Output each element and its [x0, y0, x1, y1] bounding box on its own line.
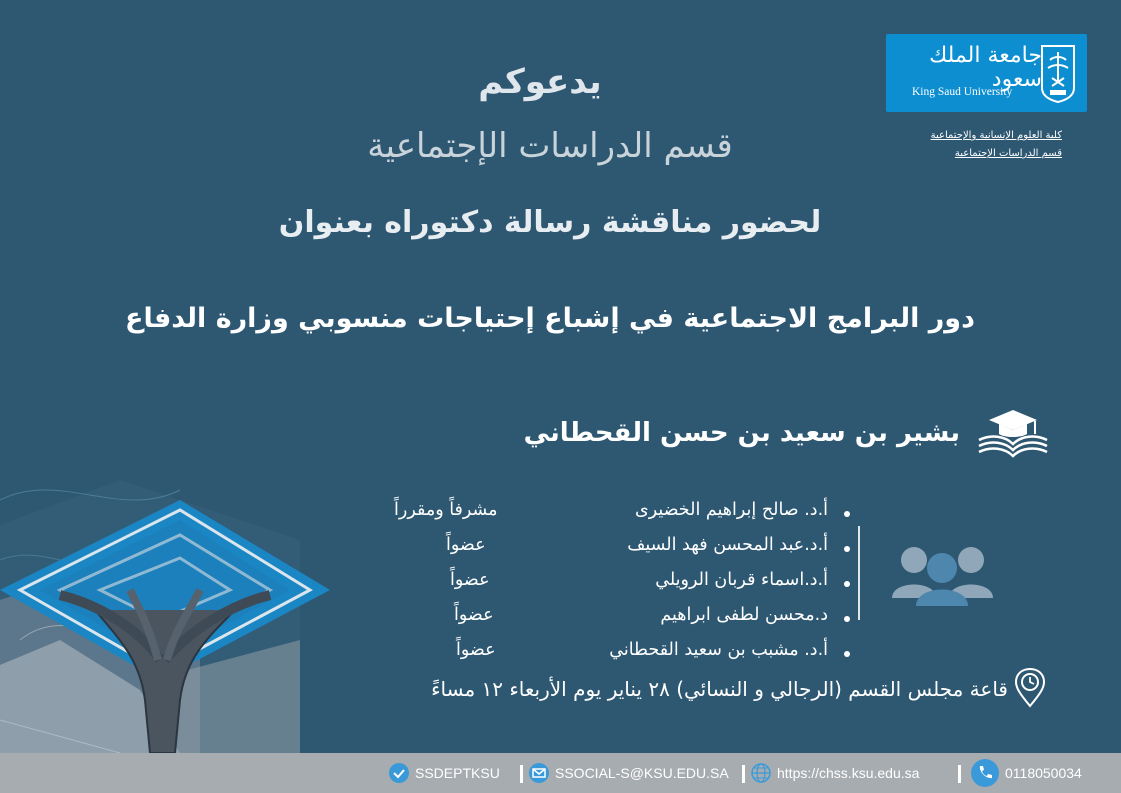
member-name: أ.د. صالح إبراهيم الخضيرى	[635, 500, 828, 520]
people-icon	[890, 540, 995, 606]
contact-footer	[0, 753, 1121, 793]
member-role: عضواً	[454, 605, 494, 625]
email-icon	[528, 762, 550, 784]
website-link[interactable]	[750, 761, 919, 785]
globe-icon	[750, 762, 772, 784]
committee-member	[380, 601, 850, 636]
committee-member	[380, 531, 850, 566]
faculty-line[interactable]: كلية العلوم الإنسانية والإجتماعية	[930, 130, 1062, 141]
ksu-emblem-icon	[1038, 42, 1078, 104]
department-name: قسم الدراسات الإجتماعية	[367, 126, 733, 166]
bullet	[844, 511, 850, 517]
student-name: بشير بن سعيد بن حسن القحطاني	[523, 418, 960, 448]
member-role: مشرفاً ومقرراً	[394, 500, 498, 520]
separator	[958, 765, 961, 783]
phone-icon	[970, 758, 1000, 788]
member-name: أ.د.عبد المحسن فهد السيف	[627, 535, 828, 555]
email-link[interactable]	[528, 761, 729, 785]
bullet	[844, 546, 850, 552]
attend-line: لحضور مناقشة رسالة دكتوراه بعنوان	[278, 205, 822, 240]
website-text: https://chss.ksu.edu.sa	[777, 765, 920, 781]
bullet	[844, 581, 850, 587]
member-role: عضواً	[456, 640, 496, 660]
logo-english-name: King Saud University	[912, 86, 1013, 98]
separator	[520, 765, 523, 783]
thesis-title: دور البرامج الاجتماعية في إشباع إحتياجات منسوبي وزارة الدفاع	[125, 303, 975, 334]
committee-member	[380, 566, 850, 601]
graduation-cap-icon	[975, 408, 1051, 460]
verified-badge-icon	[388, 762, 410, 784]
department-line[interactable]: قسم الدراسات الإجتماعية	[954, 148, 1062, 159]
divider	[858, 526, 860, 620]
twitter-text: SSDEPTKSU	[415, 765, 500, 781]
committee-list	[380, 496, 850, 671]
ksu-logo	[886, 34, 1087, 112]
bullet	[844, 651, 850, 657]
phone-number[interactable]	[970, 761, 1082, 785]
location-pin-icon	[1014, 668, 1046, 708]
committee-member	[380, 636, 850, 671]
twitter-handle[interactable]	[388, 761, 500, 785]
phone-text: 0118050034	[1005, 765, 1082, 781]
venue-text: قاعة مجلس القسم (الرجالي و النسائي) ٢٨ يناير يوم الأربعاء ١٢ مساءً	[431, 677, 1008, 701]
separator	[742, 765, 745, 783]
faculty-label	[890, 127, 1062, 163]
bullet	[844, 616, 850, 622]
member-role: عضواً	[446, 535, 486, 555]
logo-arabic-name: جامعة الملك سعود	[929, 43, 1042, 92]
email-text: SSOCIAL-S@KSU.EDU.SA	[555, 765, 729, 781]
member-role: عضواً	[450, 570, 490, 590]
member-name: أ.د. مشبب بن سعيد القحطاني	[609, 640, 828, 660]
member-name: د.محسن لطفى ابراهيم	[660, 605, 828, 625]
member-name: أ.د.اسماء قربان الرويلي	[655, 570, 828, 590]
invite-heading: يدعوكم	[478, 62, 602, 102]
committee-member	[380, 496, 850, 531]
